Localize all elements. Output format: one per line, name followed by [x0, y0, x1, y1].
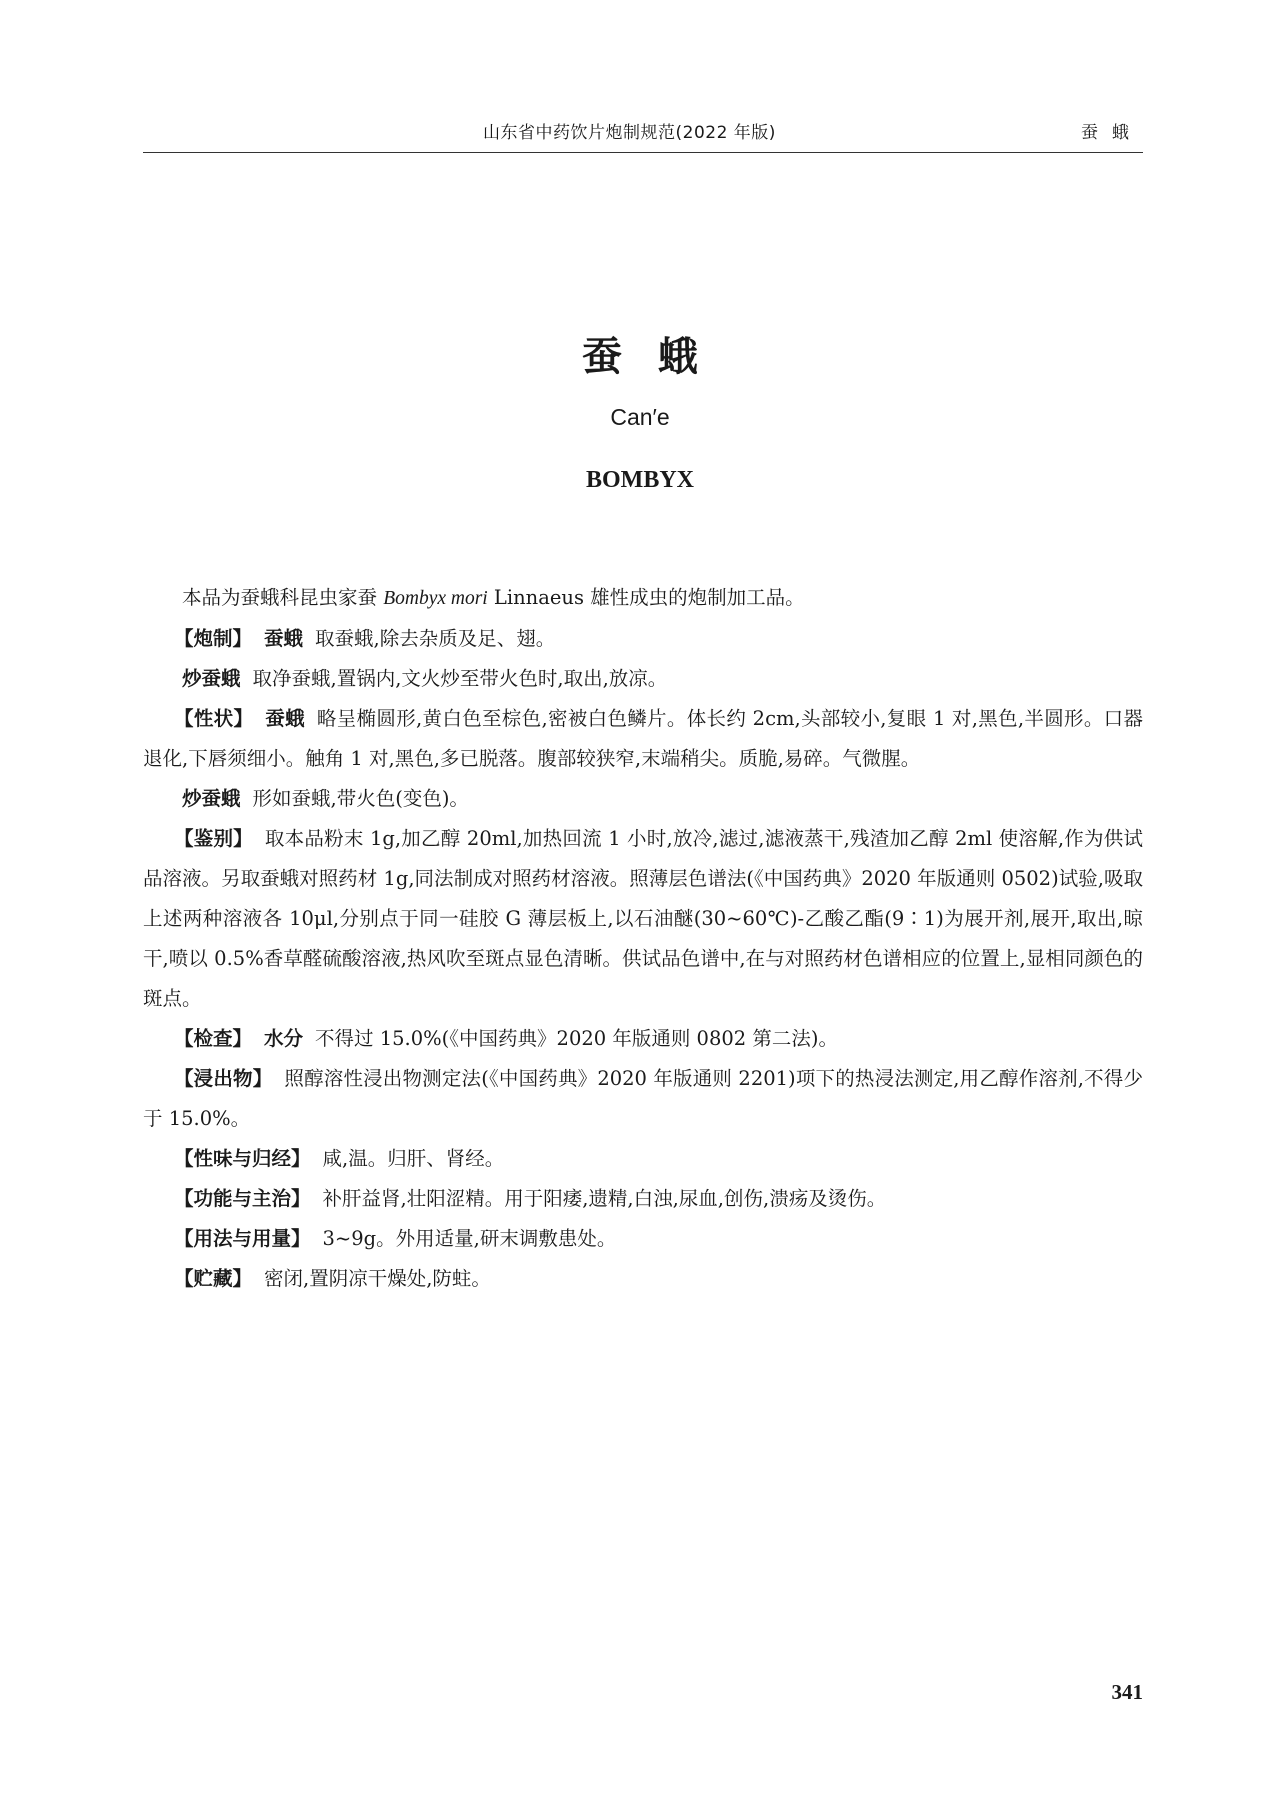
entry-title-latin: BOMBYX [586, 467, 694, 493]
inspection-text: 不得过 15.0%(《中国药典》2020 年版通则 0802 第二法)。 [315, 1027, 838, 1050]
identification-text: 取本品粉末 1g,加乙醇 20ml,加热回流 1 小时,放冷,滤过,滤液蒸干,残渣加乙醇 2ml 使溶解,作为供试品溶液。另取蚕蛾对照药材 1g,同法制成对照药材溶液。照薄层色谱法(《中国药典》2020 年版通则 0502)试验,吸取上述两种溶液各 10μl,分别点于同一硅胶 G 薄层板上,以石油醚(30~60℃)-乙酸乙酯(9∶1)为展开剂,展开,取出,晾干,喷以 0.5%香草醛硫酸溶液,热风吹至斑点显色清晰。供试品色谱中,在与对照药材色谱相应的位置上,显相同颜色的斑点。 [143, 827, 1143, 1010]
intro-post: Linnaeus 雄性成虫的炮制加工品。 [487, 586, 805, 609]
header-book-title: 山东省中药饮片炮制规范(2022 年版) [483, 123, 776, 143]
monograph-body [143, 578, 1143, 1299]
label-usage: 【用法与用量】 [174, 1227, 311, 1250]
section-processing [143, 619, 1143, 659]
entry-title-pinyin: Can′e [610, 404, 670, 430]
section-identification [143, 819, 1143, 1019]
sub-label-moisture: 水分 [264, 1027, 304, 1050]
processing-text-1: 取蚕蛾,除去杂质及足、翅。 [315, 627, 556, 650]
label-function: 【功能与主治】 [174, 1187, 311, 1210]
sub-label-raw: 蚕蛾 [264, 627, 304, 650]
section-description-fried [143, 779, 1143, 819]
sub-label-fried: 炒蚕蛾 [182, 667, 241, 690]
extractives-text: 照醇溶性浸出物测定法(《中国药典》2020 年版通则 2201)项下的热浸法测定,用乙醇作溶剂,不得少于 15.0%。 [143, 1067, 1143, 1130]
header-entry-name: 蚕蛾 [1081, 123, 1143, 143]
species-name: Bombyx mori [383, 588, 488, 609]
label-property: 【性味与归经】 [174, 1147, 311, 1170]
section-function [143, 1179, 1143, 1219]
running-header [143, 112, 1143, 153]
section-property [143, 1139, 1143, 1179]
function-text: 补肝益肾,壮阳涩精。用于阳痿,遗精,白浊,尿血,创伤,溃疡及烫伤。 [322, 1187, 887, 1210]
storage-text: 密闭,置阴凉干燥处,防蛀。 [264, 1267, 491, 1290]
entry-title-chinese: 蚕蛾 [582, 334, 734, 380]
property-text: 咸,温。归肝、肾经。 [322, 1147, 505, 1170]
label-identification: 【鉴别】 [174, 827, 253, 850]
label-description: 【性状】 [174, 707, 254, 730]
page-number: 341 [1111, 1680, 1143, 1704]
description-text-2: 形如蚕蛾,带火色(变色)。 [252, 787, 469, 810]
usage-text: 3~9g。外用适量,研末调敷患处。 [322, 1227, 617, 1250]
sub-label-desc-fried: 炒蚕蛾 [182, 787, 241, 810]
label-processing: 【炮制】 [174, 627, 253, 650]
intro-pre: 本品为蚕蛾科昆虫家蚕 [182, 586, 384, 609]
description-text-1: 略呈椭圆形,黄白色至棕色,密被白色鳞片。体长约 2cm,头部较小,复眼 1 对,黑色,半圆形。口器退化,下唇须细小。触角 1 对,黑色,多已脱落。腹部较狭窄,末端稍尖。质脆,易碎。气微腥。 [143, 707, 1143, 770]
section-extractives [143, 1059, 1143, 1139]
label-extractives: 【浸出物】 [174, 1067, 273, 1090]
sub-label-desc-raw: 蚕蛾 [265, 707, 305, 730]
intro-paragraph [143, 578, 1143, 619]
section-usage [143, 1219, 1143, 1259]
processing-text-2: 取净蚕蛾,置锅内,文火炒至带火色时,取出,放凉。 [252, 667, 668, 690]
label-storage: 【贮藏】 [174, 1267, 253, 1290]
section-inspection [143, 1019, 1143, 1059]
section-description [143, 699, 1143, 779]
section-processing-fried [143, 659, 1143, 699]
section-storage [143, 1259, 1143, 1299]
label-inspection: 【检查】 [174, 1027, 253, 1050]
